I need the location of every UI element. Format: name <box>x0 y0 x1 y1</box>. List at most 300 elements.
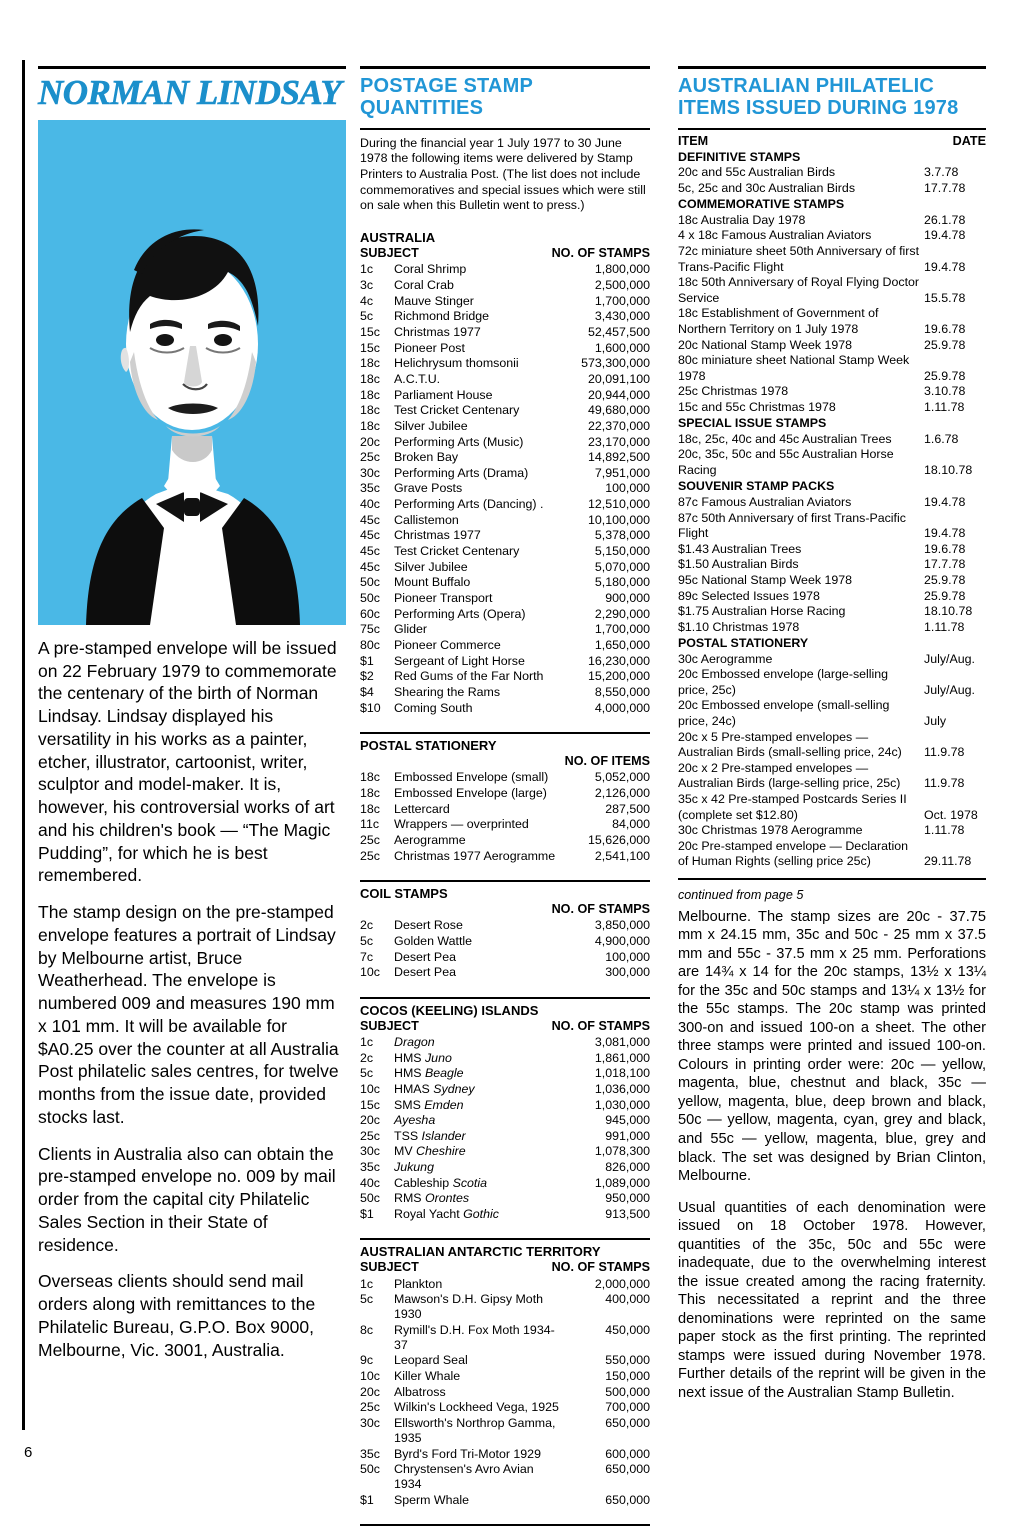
table-row <box>360 1462 650 1493</box>
item-date: 17.7.78 <box>924 180 966 195</box>
quantity: 650,000 <box>605 1492 650 1507</box>
denomination: 35c <box>360 1446 380 1461</box>
subject: HMS Juno <box>394 1050 452 1065</box>
rule-middle-under-title <box>360 128 650 130</box>
table-row <box>360 1050 650 1066</box>
item-description: 89c Selected Issues 1978 <box>678 588 820 603</box>
subject: Silver Jubilee <box>394 418 468 433</box>
article-body <box>38 637 346 1362</box>
item-date: 19.4.78 <box>924 494 966 509</box>
denomination: 40c <box>360 497 380 512</box>
paragraph-1: A pre-stamped envelope will be issued on 22 February 1979 to commemorate the centenary of the birth of Norman Lindsay. Lindsay displayed his versatility in his works as a painter, etcher, illustrator, cartoonist, writer, sculptor and model-maker. It is, however, his controversial works of art and his children's book — “The Magic Pudding”, for which he is best remembered. <box>38 637 337 886</box>
quantity: 400,000 <box>605 1292 650 1307</box>
denomination: $2 <box>360 669 374 684</box>
subject: Glider <box>394 622 428 637</box>
table-row <box>360 606 650 622</box>
quantity: 2,126,000 <box>594 785 650 800</box>
table-row <box>360 1128 650 1144</box>
subject: Christmas 1977 <box>394 324 481 339</box>
quantity: 49,680,000 <box>587 403 650 418</box>
item-description: Racing <box>678 463 717 478</box>
denomination: 5c <box>360 1066 374 1081</box>
denomination: 20c <box>360 1113 380 1128</box>
denomination: 18c <box>360 356 380 371</box>
item-description: price, 24c) <box>678 713 736 728</box>
denomination: 50c <box>360 1191 380 1206</box>
item-date: Oct. 1978 <box>924 807 978 822</box>
quantity: 100,000 <box>605 481 650 496</box>
subject: Christmas 1977 <box>394 528 481 543</box>
item-description: 5c, 25c and 30c Australian Birds <box>678 180 856 195</box>
quantity: 4,900,000 <box>594 933 650 948</box>
denomination: 18c <box>360 801 380 816</box>
quantity: 2,290,000 <box>594 606 650 621</box>
table-row <box>360 372 650 388</box>
subject: Christmas 1977 Aerogramme <box>394 848 556 863</box>
subject: Performing Arts (Music) <box>394 434 524 449</box>
quantity: 573,300,000 <box>581 356 650 371</box>
rule-right-under-title <box>678 128 986 130</box>
item-date <box>924 447 986 463</box>
subject: Dragon <box>394 1034 435 1049</box>
item-description: 20c Embossed envelope (small-selling <box>678 698 890 713</box>
column-right <box>678 66 986 1415</box>
table-row <box>678 541 986 557</box>
denomination: 8c <box>360 1322 374 1337</box>
right-article-body <box>678 908 986 1403</box>
item-date <box>924 792 986 808</box>
table-row <box>360 1097 650 1113</box>
table-row <box>360 685 650 701</box>
item-date: 25.9.78 <box>924 572 966 587</box>
quantities-table <box>360 770 650 864</box>
table-row <box>678 588 986 604</box>
denomination: 15c <box>360 1097 380 1112</box>
quantity: 15,626,000 <box>587 832 650 847</box>
subject: Performing Arts (Opera) <box>394 606 526 621</box>
item-description: Australian Birds (large-selling price, 25c) <box>678 776 901 791</box>
item-description: 20c x 5 Pre-stamped envelopes — <box>678 729 869 744</box>
table-row <box>360 1446 650 1462</box>
subject: TSS Islander <box>394 1128 466 1143</box>
denomination: 45c <box>360 559 380 574</box>
quantity: 22,370,000 <box>587 418 650 433</box>
denomination: 25c <box>360 1400 380 1415</box>
quantities-intro: During the financial year 1 July 1977 to 30 June 1978 the following items were delivered by Stamp Printers to Australia Post. (The list does not include commemoratives and special issues which were still on sale when this Bulletin went to press.) <box>360 135 646 213</box>
item-date <box>924 275 986 291</box>
denomination: 35c <box>360 1160 380 1175</box>
item-date: 25.9.78 <box>924 337 966 352</box>
rule-section-divider <box>360 732 650 734</box>
item-date: 18.10.78 <box>924 463 973 478</box>
quantity: 52,457,500 <box>587 324 650 339</box>
quantities-table <box>360 1035 650 1223</box>
quantity: 3,850,000 <box>594 918 650 933</box>
item-date: 1.11.78 <box>924 619 965 634</box>
table-row <box>678 291 986 307</box>
table-row <box>360 965 650 981</box>
subject: Grave Posts <box>394 481 463 496</box>
table-row <box>360 949 650 965</box>
subject: Pioneer Transport <box>394 591 493 606</box>
table-row <box>678 760 986 776</box>
column-middle <box>360 66 650 1526</box>
table-row <box>360 1384 650 1400</box>
item-description: price, 25c) <box>678 682 736 697</box>
col-header-date: DATE <box>952 133 986 148</box>
quantity: 300,000 <box>605 965 650 980</box>
table-row <box>678 322 986 338</box>
table-row <box>360 450 650 466</box>
table-row <box>678 745 986 761</box>
item-date: 19.6.78 <box>924 541 966 556</box>
item-date: July/Aug. <box>924 651 975 666</box>
table-row <box>360 559 650 575</box>
quantity: 700,000 <box>605 1400 650 1415</box>
section-title-postage-stamp-quantities: POSTAGE STAMP QUANTITIES <box>360 75 533 120</box>
col-header-count: NO. OF STAMPS <box>551 1260 650 1275</box>
table-row <box>678 384 986 400</box>
quantity: 600,000 <box>605 1446 650 1461</box>
denomination: 5c <box>360 1292 374 1307</box>
item-date: 25.9.78 <box>924 368 966 383</box>
table-row <box>360 434 650 450</box>
group-heading-row <box>678 635 986 651</box>
subject: Cableship Scotia <box>394 1175 487 1190</box>
item-description: 95c National Stamp Week 1978 <box>678 572 853 587</box>
quantities-table <box>360 1276 650 1508</box>
table-row <box>678 776 986 792</box>
table-row <box>678 854 986 870</box>
subject: Red Gums of the Far North <box>394 669 544 684</box>
table-row <box>678 573 986 589</box>
quantity: 991,000 <box>605 1128 650 1143</box>
table-row <box>360 653 650 669</box>
denomination: $1 <box>360 653 374 668</box>
subject: Royal Yacht Gothic <box>394 1207 499 1222</box>
col-header-count: NO. OF STAMPS <box>551 901 650 916</box>
item-description: 1978 <box>678 368 706 383</box>
column-left <box>38 66 346 1375</box>
table-row <box>360 770 650 786</box>
quantities-section <box>360 997 650 1223</box>
item-description: 18c Australia Day 1978 <box>678 212 806 227</box>
quantity: 1,700,000 <box>594 622 650 637</box>
item-description: 20c and 55c Australian Birds <box>678 165 836 180</box>
table-row <box>678 353 986 369</box>
quantity: 1,700,000 <box>594 293 650 308</box>
rule-section-divider <box>360 880 650 882</box>
denomination: 15c <box>360 340 380 355</box>
item-description: 30c Aerogramme <box>678 651 773 666</box>
table-row <box>360 497 650 513</box>
table-row <box>360 1081 650 1097</box>
item-description: 20c x 2 Pre-stamped envelopes — <box>678 760 869 775</box>
denomination: 3c <box>360 277 374 292</box>
denomination: 5c <box>360 309 374 324</box>
table-row <box>360 848 650 864</box>
rule-section-divider <box>360 997 650 999</box>
item-description: 18c Establishment of Government of <box>678 306 879 321</box>
table-row <box>678 510 986 526</box>
quantities-section <box>360 880 650 981</box>
table-row <box>360 465 650 481</box>
quantity: 500,000 <box>605 1384 650 1399</box>
table-row <box>360 1353 650 1369</box>
quantity: 287,500 <box>605 801 650 816</box>
item-date: 3.7.78 <box>924 165 959 180</box>
section-column-headers <box>360 1019 650 1033</box>
col-header-subject: SUBJECT <box>360 1260 419 1275</box>
quantity: 945,000 <box>605 1113 650 1128</box>
paragraph-3: Clients in Australia also can obtain the pre-stamped envelope no. 009 by mail order from the capital city Philatelic Sales Section in their State of residence. <box>38 1143 336 1255</box>
subject: Embossed Envelope (large) <box>394 785 547 800</box>
subject: Mawson's D.H. Gipsy Moth 1930 <box>394 1292 544 1322</box>
subject: Desert Rose <box>394 918 463 933</box>
table-row <box>360 1144 650 1160</box>
subject: Sergeant of Light Horse <box>394 653 525 668</box>
subject: Desert Pea <box>394 949 456 964</box>
quantity: 1,600,000 <box>594 340 650 355</box>
table-row <box>360 1416 650 1447</box>
quantity: 1,018,100 <box>594 1066 650 1081</box>
section-heading: COCOS (KEELING) ISLANDS <box>360 1002 539 1018</box>
quantity: 5,180,000 <box>594 575 650 590</box>
table-row <box>678 667 986 683</box>
quantities-sections <box>360 230 650 1508</box>
item-description: 30c Christmas 1978 Aerogramme <box>678 823 863 838</box>
subject: Desert Pea <box>394 965 456 980</box>
item-date <box>924 729 986 745</box>
table-row <box>360 544 650 560</box>
item-description: 20c Embossed envelope (large-selling <box>678 667 889 682</box>
quantity: 3,430,000 <box>594 309 650 324</box>
quantity: 1,030,000 <box>594 1097 650 1112</box>
table-row <box>360 1113 650 1129</box>
table-row <box>360 700 650 716</box>
group-heading: SPECIAL ISSUE STAMPS <box>678 416 827 431</box>
quantity: 3,081,000 <box>594 1034 650 1049</box>
quantity: 14,892,500 <box>587 450 650 465</box>
item-description: Northern Territory on 1 July 1978 <box>678 322 859 337</box>
subject: SMS Emden <box>394 1097 464 1112</box>
item-description: 18c, 25c, 40c and 45c Australian Trees <box>678 431 892 446</box>
item-date <box>924 760 986 776</box>
denomination: $10 <box>360 700 381 715</box>
item-description: $1.10 Christmas 1978 <box>678 619 800 634</box>
item-description: of Human Rights (selling price 25c) <box>678 854 871 869</box>
table-row <box>360 387 650 403</box>
item-description: $1.75 Australian Horse Racing <box>678 604 846 619</box>
denomination: 1c <box>360 1276 374 1291</box>
denomination: 15c <box>360 324 380 339</box>
item-date: 25.9.78 <box>924 588 966 603</box>
table-row <box>360 528 650 544</box>
item-description: 80c miniature sheet National Stamp Week <box>678 353 910 368</box>
page-number: 6 <box>24 1444 33 1461</box>
section-column-headers <box>360 1260 650 1274</box>
col-header-count: NO. OF ITEMS <box>564 753 650 768</box>
table-row <box>678 213 986 229</box>
subject: Sperm Whale <box>394 1492 470 1507</box>
quantity: 1,861,000 <box>594 1050 650 1065</box>
quantities-section <box>360 230 650 716</box>
table-row <box>678 495 986 511</box>
denomination: 40c <box>360 1175 380 1190</box>
denomination: 50c <box>360 1462 380 1477</box>
subject: Jukung <box>394 1160 434 1175</box>
item-description: Flight <box>678 526 709 541</box>
quantity: 16,230,000 <box>587 653 650 668</box>
subject: Aerogramme <box>394 832 466 847</box>
item-date: 29.11.78 <box>924 854 972 869</box>
col-header-count: NO. OF STAMPS <box>551 245 650 260</box>
quantity: 4,000,000 <box>594 700 650 715</box>
subject: Performing Arts (Drama) <box>394 465 529 480</box>
table-row <box>360 934 650 950</box>
rule-middle-top <box>360 66 650 69</box>
item-date: 19.4.78 <box>924 259 966 274</box>
subject: Coral Shrimp <box>394 262 467 277</box>
portrait-norman-lindsay <box>38 120 346 625</box>
table-row <box>678 463 986 479</box>
col-header-subject: SUBJECT <box>360 1018 419 1033</box>
table-row <box>360 1160 650 1176</box>
subject: Chrystensen's Avro Avian 1934 <box>394 1462 534 1492</box>
paragraph-4: Overseas clients should send mail orders along with remittances to the Philatelic Bureau, G.P.O. Box 9000, Melbourne, Vic. 3001, Australia. <box>38 1271 316 1360</box>
group-heading: POSTAL STATIONERY <box>678 636 809 650</box>
table-row <box>360 1400 650 1416</box>
table-row <box>678 823 986 839</box>
subject: Mauve Stinger <box>394 293 474 308</box>
denomination: 4c <box>360 293 374 308</box>
group-heading: SOUVENIR STAMP PACKS <box>678 479 835 494</box>
subject: A.C.T.U. <box>394 371 441 386</box>
rule-right-mid <box>678 878 986 880</box>
table-row <box>678 714 986 730</box>
page-title: NORMAN LINDSAY <box>38 73 342 112</box>
quantity: 450,000 <box>605 1322 650 1337</box>
quantity: 2,500,000 <box>594 277 650 292</box>
table-row <box>678 447 986 463</box>
subject: Richmond Bridge <box>394 309 490 324</box>
right-paragraph-2: Usual quantities of each denomination were issued on 18 October 1978. However, quantities of the 35c, 50c and 55c were inadequate, due to the overwhelming interest the issue created among the racing fraternity. This necessitated a reprint and the three denominations were reprinted on the same paper stock as the first printing. The reprinted stamps were issued during November 1978. Further details of the reprint will be given in the next issue of the Australian Stamp Bulletin. <box>678 1199 986 1401</box>
item-date: July/Aug. <box>924 682 975 697</box>
denomination: 2c <box>360 918 374 933</box>
table-row <box>360 1492 650 1508</box>
denomination: 1c <box>360 1034 374 1049</box>
section-heading: POSTAL STATIONERY <box>360 737 497 753</box>
table-row <box>678 337 986 353</box>
table-row <box>360 669 650 685</box>
denomination: 75c <box>360 622 380 637</box>
quantity: 900,000 <box>605 591 650 606</box>
section-heading: AUSTRALIAN ANTARCTIC TERRITORY <box>360 1244 601 1260</box>
denomination: 25c <box>360 832 380 847</box>
section-heading: COIL STAMPS <box>360 885 448 901</box>
denomination: 50c <box>360 591 380 606</box>
item-description: 18c 50th Anniversary of Royal Flying Doctor <box>678 275 920 290</box>
denomination: 50c <box>360 575 380 590</box>
item-description: Trans-Pacific Flight <box>678 259 784 274</box>
denomination: 20c <box>360 1384 380 1399</box>
section-title-philatelic-items: AUSTRALIAN PHILATELIC ITEMS ISSUED DURING 1978 <box>678 75 959 120</box>
item-description: 15c and 55c Christmas 1978 <box>678 399 836 414</box>
denomination: 18c <box>360 418 380 433</box>
quantities-table <box>360 918 650 981</box>
table-row <box>360 833 650 849</box>
quantity: 84,000 <box>612 817 650 832</box>
denomination: 11c <box>360 817 380 832</box>
subject: Killer Whale <box>394 1369 461 1384</box>
table-row <box>678 181 986 197</box>
quantity: 5,378,000 <box>594 528 650 543</box>
rule-left-top <box>38 66 346 69</box>
table-row <box>678 557 986 573</box>
denomination: $4 <box>360 685 374 700</box>
quantity: 1,078,300 <box>594 1144 650 1159</box>
item-description: 35c x 42 Pre-stamped Postcards Series II <box>678 791 907 806</box>
subject: Wilkin's Lockheed Vega, 1925 <box>394 1400 559 1415</box>
denomination: 25c <box>360 848 380 863</box>
quantity: 1,650,000 <box>594 638 650 653</box>
table-row <box>360 403 650 419</box>
subject: Shearing the Rams <box>394 685 501 700</box>
item-date: 1.11.78 <box>924 399 965 414</box>
table-row <box>360 1175 650 1191</box>
table-row <box>360 1369 650 1385</box>
denomination: $1 <box>360 1207 374 1222</box>
denomination: 18c <box>360 770 380 785</box>
table-row <box>678 432 986 448</box>
table-row <box>678 400 986 416</box>
subject: Coral Crab <box>394 277 454 292</box>
quantity: 10,100,000 <box>587 512 650 527</box>
item-date <box>924 838 986 854</box>
denomination: 45c <box>360 528 380 543</box>
table-row <box>678 369 986 385</box>
table-row <box>678 698 986 714</box>
subject: Wrappers — overprinted <box>394 817 529 832</box>
item-date: 19.4.78 <box>924 228 966 243</box>
subject: Mount Buffalo <box>394 575 471 590</box>
table-row <box>360 786 650 802</box>
subject: Plankton <box>394 1276 443 1291</box>
denomination: 18c <box>360 403 380 418</box>
denomination: 30c <box>360 1416 380 1431</box>
quantity: 550,000 <box>605 1353 650 1368</box>
quantity: 20,944,000 <box>587 387 650 402</box>
subject: MV Cheshire <box>394 1144 466 1159</box>
subject: Rymill's D.H. Fox Moth 1934-37 <box>394 1322 555 1352</box>
denomination: 25c <box>360 450 380 465</box>
denomination: 1c <box>360 262 374 277</box>
denomination: 18c <box>360 387 380 402</box>
item-description: 25c Christmas 1978 <box>678 384 789 399</box>
item-description: 20c Pre-stamped envelope — Declaration <box>678 838 909 853</box>
subject: Albatross <box>394 1384 446 1399</box>
group-heading-row <box>678 196 986 212</box>
item-description: 20c National Stamp Week 1978 <box>678 337 853 352</box>
subject: HMAS Sydney <box>394 1081 475 1096</box>
philatelic-items-table <box>678 149 986 870</box>
denomination: 80c <box>360 638 380 653</box>
item-description: 20c, 35c, 50c and 55c Australian Horse <box>678 447 894 462</box>
quantity: 7,951,000 <box>594 465 650 480</box>
quantities-table <box>360 262 650 716</box>
right-paragraph-1: Melbourne. The stamp sizes are 20c - 37.75 mm x 24.15 mm, 35c and 50c - 25 mm x 37.5 mm and 55c - 37.5 mm x 25 mm. Perforations are 14¾ x 14 for the 20c stamps, 13½ x 13¼ for the 35c and 50c stamps and 13¼ x 13½ for the 55c stamps. The 20c stamp was printed 300-on and issued 100-on a sheet. The other three stamps were printed and issued 100-on. Colours in printing order were: 20c — yellow, magenta, blue, chestnut and black, 35c — yellow, magenta, blue, deep brown and black, 50c — yellow, magenta, cyan, grey and black, and 55c — yellow, magenta, blue, grey and black. The set was designed by Brian Clinton, Melbourne. <box>678 908 986 1185</box>
quantity: 100,000 <box>605 949 650 964</box>
